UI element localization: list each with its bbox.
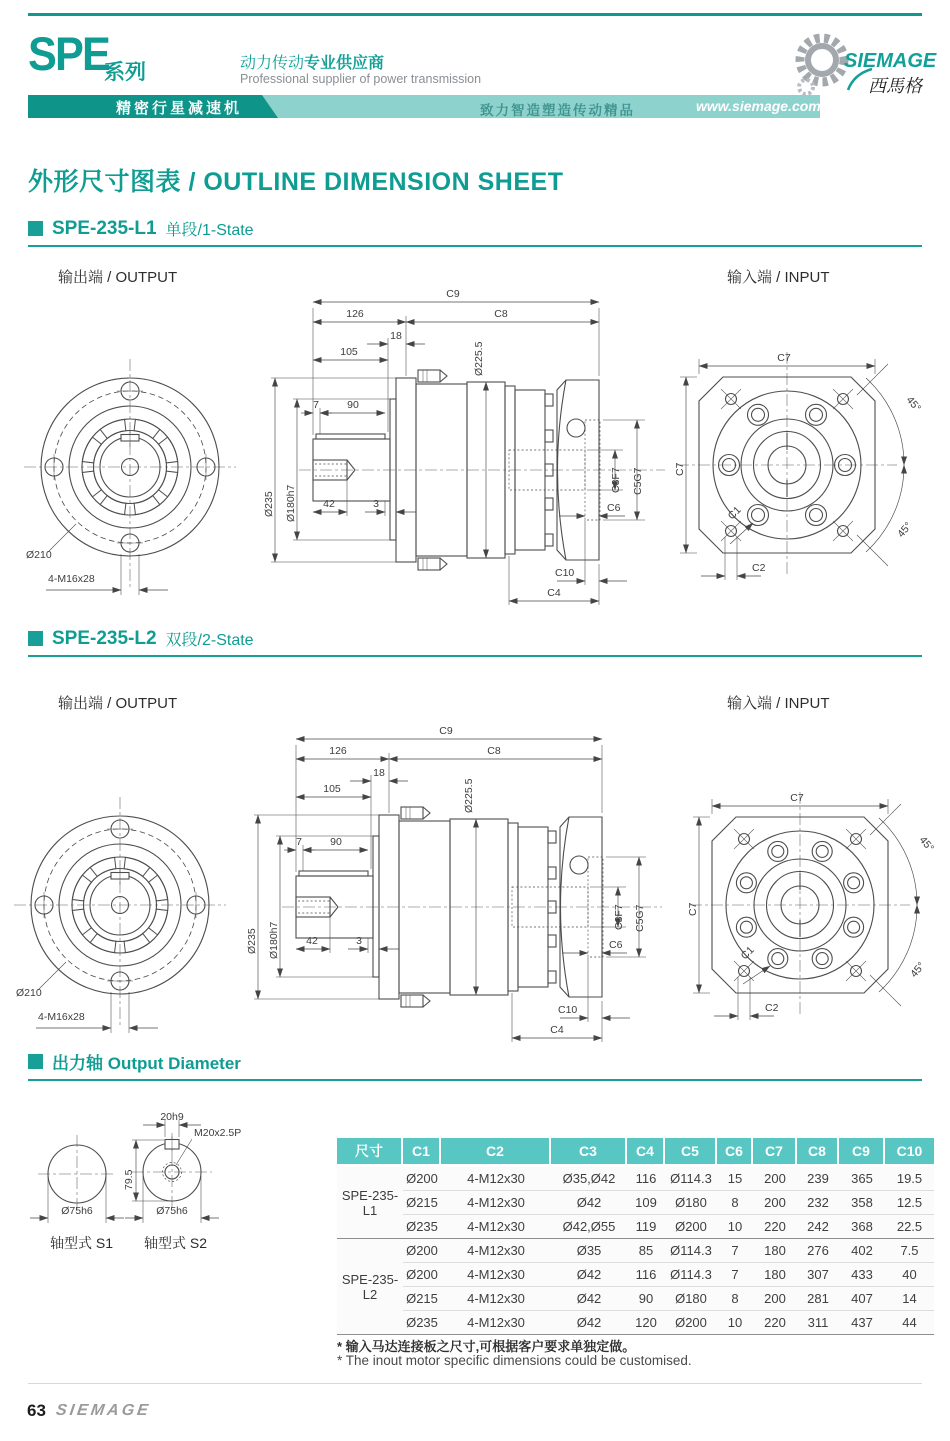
cell: 358	[839, 1191, 885, 1215]
dim-c10: C10	[555, 567, 575, 579]
cell: 7	[717, 1239, 753, 1263]
table-row	[337, 1311, 934, 1335]
cell: 119	[627, 1215, 665, 1239]
cell: Ø215	[403, 1287, 441, 1311]
table-row	[337, 1215, 934, 1239]
dim-7: 7	[313, 399, 319, 411]
cell: Ø200	[403, 1263, 441, 1287]
dim-45-bottom: 45°	[908, 960, 928, 980]
cell: Ø180	[665, 1191, 717, 1215]
table-row	[337, 1191, 934, 1215]
cell: 433	[839, 1263, 885, 1287]
cell: 437	[839, 1311, 885, 1335]
dim-c2: C2	[752, 562, 766, 574]
cell: Ø200	[403, 1239, 441, 1263]
tagline-cn-light: 动力传动	[240, 55, 305, 72]
cell: 4-M12x30	[441, 1191, 551, 1215]
brand-banner	[28, 95, 820, 118]
dim-c7-left: C7	[687, 902, 699, 916]
cell: 4-M12x30	[441, 1311, 551, 1335]
page-number: 63	[27, 1401, 46, 1420]
cell: 307	[797, 1263, 839, 1287]
cell: 120	[627, 1311, 665, 1335]
cell: 19.5	[885, 1167, 934, 1191]
cell: 368	[839, 1215, 885, 1239]
dim-45-top: 45°	[916, 834, 937, 855]
dim-c9: C9	[439, 725, 453, 737]
series-suffix: 系列	[104, 61, 146, 84]
l1-output-label: 输出端 / OUTPUT	[58, 269, 178, 286]
dim-d75-s2: Ø75h6	[156, 1205, 188, 1217]
dim-thread: M20x2.5P	[194, 1127, 242, 1139]
dim-18: 18	[390, 330, 402, 342]
dim-3: 3	[373, 498, 379, 510]
cell: Ø200	[403, 1167, 441, 1191]
cell: Ø235	[403, 1311, 441, 1335]
cell: 311	[797, 1311, 839, 1335]
dim-7: 7	[296, 836, 302, 848]
cell: Ø200	[665, 1215, 717, 1239]
dim-d75-s1: Ø75h6	[61, 1205, 93, 1217]
l2-input-view	[685, 778, 950, 1023]
dim-105: 105	[323, 783, 341, 795]
dim-c6: C6	[609, 939, 623, 951]
cell: 4-M12x30	[441, 1215, 551, 1239]
dim-d235: Ø235	[263, 491, 275, 517]
cell: 116	[627, 1263, 665, 1287]
cell: 200	[753, 1191, 797, 1215]
section-l2-state: 双段/2-State	[165, 632, 254, 649]
cell: 7	[717, 1263, 753, 1287]
cell: 242	[797, 1215, 839, 1239]
cell: 4-M12x30	[441, 1287, 551, 1311]
footer-brand: SIEMAGE	[54, 1402, 153, 1419]
dim-c7-top: C7	[777, 352, 791, 364]
gear-icon	[799, 38, 844, 94]
dimension-table	[337, 1138, 934, 1335]
l1-output-front-view	[18, 352, 268, 602]
section-bullet-icon	[28, 221, 43, 236]
section-shaft-header	[28, 1049, 922, 1081]
dim-d180: Ø180h7	[285, 484, 297, 522]
output-flange-drawing	[24, 359, 236, 589]
section-shaft-title: 出力轴 Output Diameter	[52, 1054, 241, 1073]
tagline-cn	[240, 50, 384, 73]
dim-45-bottom: 45°	[895, 520, 915, 540]
l1-side-view	[263, 280, 668, 625]
dim-c7-top: C7	[790, 792, 804, 804]
col-header: C7	[753, 1138, 797, 1167]
shaft-s1-label: 轴型式 S1	[50, 1235, 114, 1251]
dim-height: 79.5	[123, 1169, 135, 1190]
cell: 8	[717, 1191, 753, 1215]
dim-d235: Ø235	[246, 928, 258, 954]
section-l1-state: 单段/1-State	[165, 222, 254, 239]
cell: 180	[753, 1239, 797, 1263]
col-header: C1	[403, 1138, 441, 1167]
dimension-lines	[263, 288, 645, 605]
cell: 40	[885, 1263, 934, 1287]
cell: 200	[753, 1167, 797, 1191]
l2-side-view	[246, 717, 666, 1047]
cell: Ø180	[665, 1287, 717, 1311]
dim-d210: Ø210	[16, 987, 42, 999]
banner-product-label: 精密行星减速机	[116, 100, 243, 117]
dim-18: 18	[373, 767, 385, 779]
cell: 232	[797, 1191, 839, 1215]
l2-output-front-view	[8, 790, 258, 1040]
table-row	[337, 1263, 934, 1287]
section-l2-model: SPE-235-L2	[52, 627, 157, 649]
section-bullet-icon	[28, 631, 43, 646]
dim-c3: C3F7	[613, 904, 625, 930]
col-header: C4	[627, 1138, 665, 1167]
dim-c4: C4	[547, 587, 561, 599]
dim-c8: C8	[487, 745, 501, 757]
cell: Ø42	[551, 1287, 627, 1311]
shaft-s1-drawing	[30, 1135, 124, 1251]
output-flange-drawing	[14, 797, 226, 1027]
cell: 109	[627, 1191, 665, 1215]
dimension-lines	[246, 725, 646, 1042]
dim-bolt-spec: 4-M16x28	[38, 1011, 85, 1023]
input-dimensions	[687, 792, 936, 1020]
top-rule	[28, 13, 922, 16]
cell: Ø235	[403, 1215, 441, 1239]
footer-rule	[28, 1383, 922, 1384]
section-l2-header	[28, 627, 922, 657]
cell: 402	[839, 1239, 885, 1263]
col-header: C6	[717, 1138, 753, 1167]
output-shaft-views	[22, 1092, 332, 1267]
dim-c6: C6	[607, 502, 621, 514]
cell: 365	[839, 1167, 885, 1191]
col-header: C10	[885, 1138, 934, 1167]
dim-90: 90	[330, 836, 342, 848]
page-title: 外形尺寸图表 / OUTLINE DIMENSION SHEET	[28, 168, 564, 196]
dim-c8: C8	[494, 308, 508, 320]
dim-d2255: Ø225.5	[473, 341, 485, 376]
table-note-en: * The inout motor specific dimensions could be customised.	[337, 1353, 692, 1368]
cell: 4-M12x30	[441, 1239, 551, 1263]
dim-c4: C4	[550, 1024, 564, 1036]
cell: 10	[717, 1311, 753, 1335]
dim-c5: C5G7	[634, 904, 646, 932]
dim-90: 90	[347, 399, 359, 411]
cell: 7.5	[885, 1239, 934, 1263]
cell: 44	[885, 1311, 934, 1335]
table-header-row	[337, 1138, 934, 1167]
table-row	[337, 1239, 934, 1263]
table-row	[337, 1287, 934, 1311]
cell: Ø35	[551, 1239, 627, 1263]
cell: 239	[797, 1167, 839, 1191]
dim-d2255: Ø225.5	[463, 778, 475, 813]
table-note-cn: * 输入马达连接板之尺寸,可根据客户要求单独定做。	[337, 1339, 636, 1354]
dim-d180: Ø180h7	[268, 921, 280, 959]
dim-c9: C9	[446, 288, 460, 300]
dim-105: 105	[340, 346, 358, 358]
tagline-cn-bold: 专业供应商	[304, 55, 385, 72]
cell: Ø42	[551, 1191, 627, 1215]
cell: 407	[839, 1287, 885, 1311]
logo-wordmark: SIEMAGE	[844, 50, 937, 72]
dim-bolt-spec: 4-M16x28	[48, 573, 95, 585]
cell: 116	[627, 1167, 665, 1191]
l1-input-label: 输入端 / INPUT	[727, 269, 830, 286]
section-l1-model: SPE-235-L1	[52, 217, 157, 239]
cell: 90	[627, 1287, 665, 1311]
cell: Ø42	[551, 1263, 627, 1287]
col-header: C9	[839, 1138, 885, 1167]
dim-3: 3	[356, 935, 362, 947]
section-l1-header	[28, 217, 922, 247]
col-header: C5	[665, 1138, 717, 1167]
table-row	[337, 1167, 934, 1191]
shaft-s2-label: 轴型式 S2	[144, 1235, 208, 1251]
cell: Ø42	[551, 1311, 627, 1335]
dim-126: 126	[329, 745, 347, 757]
dim-c2: C2	[765, 1002, 779, 1014]
dim-c5: C5G7	[632, 467, 644, 495]
dim-key: 20h9	[160, 1111, 184, 1123]
col-header: C8	[797, 1138, 839, 1167]
cell: Ø200	[665, 1311, 717, 1335]
input-dimensions	[674, 352, 923, 580]
cell: 10	[717, 1215, 753, 1239]
shaft-s2-drawing	[123, 1111, 241, 1251]
model-cell: SPE-235-L1	[337, 1167, 403, 1239]
l1-input-view	[672, 338, 942, 583]
cell: Ø114.3	[665, 1239, 717, 1263]
logo-cn: 西馬格	[868, 76, 922, 97]
company-logo	[788, 24, 950, 102]
cell: 220	[753, 1311, 797, 1335]
dim-c3: C3F7	[610, 467, 622, 493]
dim-45-top: 45°	[903, 394, 924, 415]
cell: Ø215	[403, 1191, 441, 1215]
model-cell: SPE-235-L2	[337, 1239, 403, 1335]
cell: 220	[753, 1215, 797, 1239]
col-header: C3	[551, 1138, 627, 1167]
dim-c1: C1	[738, 944, 757, 963]
dim-c7-left: C7	[674, 462, 686, 476]
banner-url: www.siemage.com	[696, 98, 821, 114]
cell: 14	[885, 1287, 934, 1311]
l2-input-label: 输入端 / INPUT	[727, 695, 830, 712]
cell: Ø114.3	[665, 1263, 717, 1287]
section-bullet-icon	[28, 1054, 43, 1069]
cell: 4-M12x30	[441, 1167, 551, 1191]
cell: 12.5	[885, 1191, 934, 1215]
dim-c1: C1	[725, 504, 744, 523]
cell: 281	[797, 1287, 839, 1311]
cell: 8	[717, 1287, 753, 1311]
col-header: C2	[441, 1138, 551, 1167]
cell: 22.5	[885, 1215, 934, 1239]
col-header: 尺寸	[337, 1138, 403, 1167]
tagline-en: Professional supplier of power transmission	[240, 72, 482, 86]
cell: Ø42,Ø55	[551, 1215, 627, 1239]
dim-c10: C10	[558, 1004, 578, 1016]
dim-d210: Ø210	[26, 549, 52, 561]
cell: 4-M12x30	[441, 1263, 551, 1287]
dim-42: 42	[306, 935, 318, 947]
dim-126: 126	[346, 308, 364, 320]
cell: 180	[753, 1263, 797, 1287]
series-logo: SPE	[28, 27, 110, 80]
cell: Ø35,Ø42	[551, 1167, 627, 1191]
cell: 276	[797, 1239, 839, 1263]
cell: 15	[717, 1167, 753, 1191]
cell: Ø114.3	[665, 1167, 717, 1191]
cell: 200	[753, 1287, 797, 1311]
dim-42: 42	[323, 498, 335, 510]
l2-output-label: 输出端 / OUTPUT	[58, 695, 178, 712]
cell: 85	[627, 1239, 665, 1263]
banner-slogan: 致力智造塑造传动精品	[480, 103, 635, 118]
